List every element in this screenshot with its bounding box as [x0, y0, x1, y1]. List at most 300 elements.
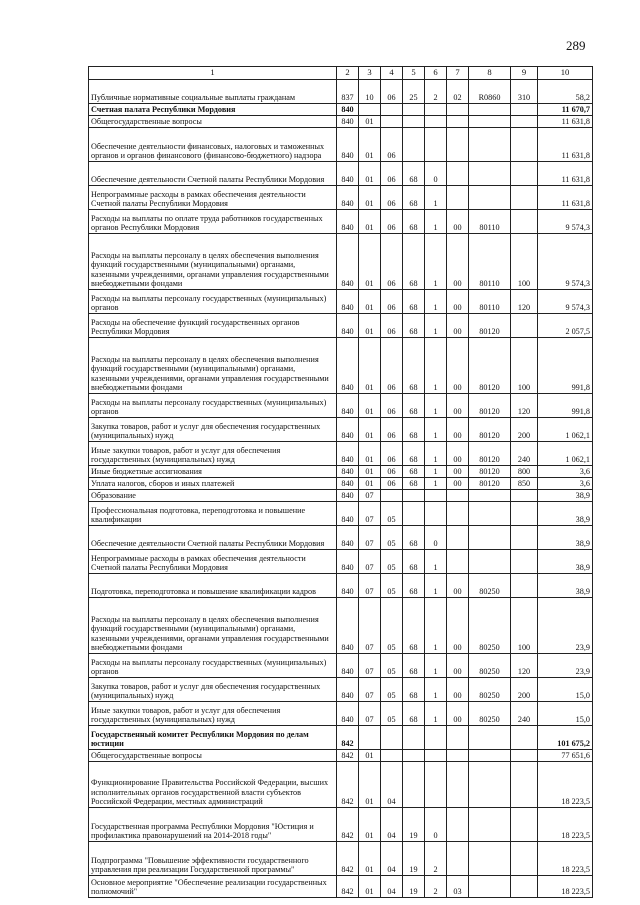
- amount-cell: 18 223,5: [538, 842, 593, 876]
- event-code-cell: [447, 128, 469, 162]
- amount-cell: 18 223,5: [538, 808, 593, 842]
- expense-type-cell: [511, 502, 538, 526]
- budget-table: [88, 66, 593, 898]
- row-name-cell: Закупка товаров, работ и услуг для обеспечения государственных (муниципальных) нужд: [89, 678, 337, 702]
- subsection-code-cell: [381, 726, 403, 750]
- chapter-code-cell: 842: [337, 876, 359, 898]
- table-row: [89, 290, 593, 314]
- row-name-cell: Счетная палата Республики Мордовия: [89, 104, 337, 116]
- section-code-cell: 01: [359, 750, 381, 762]
- table-row: [89, 418, 593, 442]
- table-row: [89, 314, 593, 338]
- direction-code-cell: 80120: [469, 478, 511, 490]
- program-code-cell: 19: [403, 876, 425, 898]
- expense-type-cell: 120: [511, 290, 538, 314]
- amount-cell: 38,9: [538, 574, 593, 598]
- subprogram-code-cell: [425, 726, 447, 750]
- chapter-code-cell: 837: [337, 80, 359, 104]
- chapter-code-cell: 840: [337, 490, 359, 502]
- table-row: [89, 654, 593, 678]
- direction-code-cell: [469, 876, 511, 898]
- header-cell: 7: [447, 67, 469, 80]
- subsection-code-cell: 05: [381, 574, 403, 598]
- subsection-code-cell: 04: [381, 808, 403, 842]
- expense-type-cell: 120: [511, 654, 538, 678]
- amount-cell: 15,0: [538, 702, 593, 726]
- section-code-cell: 01: [359, 418, 381, 442]
- expense-type-cell: [511, 490, 538, 502]
- section-code-cell: 01: [359, 314, 381, 338]
- direction-code-cell: [469, 128, 511, 162]
- subprogram-code-cell: 1: [425, 338, 447, 394]
- subprogram-code-cell: 1: [425, 314, 447, 338]
- amount-cell: 3,6: [538, 478, 593, 490]
- subsection-code-cell: 06: [381, 442, 403, 466]
- table-row: [89, 466, 593, 478]
- expense-type-cell: 850: [511, 478, 538, 490]
- expense-type-cell: [511, 808, 538, 842]
- direction-code-cell: [469, 726, 511, 750]
- chapter-code-cell: 840: [337, 104, 359, 116]
- table-row: [89, 442, 593, 466]
- event-code-cell: 00: [447, 418, 469, 442]
- chapter-code-cell: 840: [337, 598, 359, 654]
- event-code-cell: 00: [447, 210, 469, 234]
- row-name-cell: Расходы на выплаты персоналу в целях обеспечения выполнения функций государственными (муниципальными) органами, казенными учреждениями, органами управления государственными внебюджетными фондами: [89, 598, 337, 654]
- direction-code-cell: [469, 116, 511, 128]
- section-code-cell: 07: [359, 526, 381, 550]
- subprogram-code-cell: 1: [425, 702, 447, 726]
- chapter-code-cell: 842: [337, 842, 359, 876]
- program-code-cell: [403, 502, 425, 526]
- chapter-code-cell: 840: [337, 702, 359, 726]
- event-code-cell: [447, 162, 469, 186]
- header-cell: 2: [337, 67, 359, 80]
- header-cell: 10: [538, 67, 593, 80]
- chapter-code-cell: 842: [337, 762, 359, 808]
- program-code-cell: [403, 490, 425, 502]
- row-name-cell: Обеспечение деятельности Счетной палаты Республики Мордовия: [89, 526, 337, 550]
- section-code-cell: 01: [359, 808, 381, 842]
- program-code-cell: 68: [403, 418, 425, 442]
- amount-cell: 23,9: [538, 598, 593, 654]
- subsection-code-cell: 05: [381, 654, 403, 678]
- subsection-code-cell: [381, 116, 403, 128]
- table-row: [89, 128, 593, 162]
- section-code-cell: 01: [359, 210, 381, 234]
- direction-code-cell: [469, 162, 511, 186]
- section-code-cell: [359, 104, 381, 116]
- expense-type-cell: 310: [511, 80, 538, 104]
- subsection-code-cell: 04: [381, 842, 403, 876]
- chapter-code-cell: 842: [337, 726, 359, 750]
- subsection-code-cell: 05: [381, 598, 403, 654]
- subprogram-code-cell: [425, 750, 447, 762]
- expense-type-cell: [511, 550, 538, 574]
- chapter-code-cell: 840: [337, 116, 359, 128]
- direction-code-cell: [469, 750, 511, 762]
- row-name-cell: Публичные нормативные социальные выплаты гражданам: [89, 80, 337, 104]
- program-code-cell: 68: [403, 290, 425, 314]
- subsection-code-cell: 06: [381, 128, 403, 162]
- program-code-cell: 68: [403, 550, 425, 574]
- table-row: [89, 394, 593, 418]
- row-name-cell: Обеспечение деятельности Счетной палаты Республики Мордовия: [89, 162, 337, 186]
- expense-type-cell: [511, 186, 538, 210]
- section-code-cell: 10: [359, 80, 381, 104]
- table-row: [89, 490, 593, 502]
- subsection-code-cell: 06: [381, 80, 403, 104]
- expense-type-cell: [511, 116, 538, 128]
- subprogram-code-cell: 1: [425, 678, 447, 702]
- subsection-code-cell: 06: [381, 210, 403, 234]
- amount-cell: 18 223,5: [538, 876, 593, 898]
- subsection-code-cell: 06: [381, 186, 403, 210]
- section-code-cell: 01: [359, 876, 381, 898]
- chapter-code-cell: 840: [337, 574, 359, 598]
- subsection-code-cell: [381, 750, 403, 762]
- row-name-cell: Государственная программа Республики Мордовия "Юстиция и профилактика правонарушений на 2014-2018 годы": [89, 808, 337, 842]
- row-name-cell: Расходы на выплаты персоналу в целях обеспечения выполнения функций государственными (муниципальными) органами, казенными учреждениями, органами управления государственными внебюджетными фондами: [89, 234, 337, 290]
- direction-code-cell: 80110: [469, 210, 511, 234]
- program-code-cell: [403, 762, 425, 808]
- chapter-code-cell: 842: [337, 808, 359, 842]
- direction-code-cell: R0860: [469, 80, 511, 104]
- section-code-cell: 01: [359, 842, 381, 876]
- row-name-cell: Расходы на обеспечение функций государственных органов Республики Мордовия: [89, 314, 337, 338]
- subsection-code-cell: 05: [381, 702, 403, 726]
- row-name-cell: Подпрограмма "Повышение эффективности государственного управления при реализации Государственной программы": [89, 842, 337, 876]
- direction-code-cell: [469, 490, 511, 502]
- header-cell: 9: [511, 67, 538, 80]
- event-code-cell: 00: [447, 234, 469, 290]
- row-name-cell: Иные бюджетные ассигнования: [89, 466, 337, 478]
- direction-code-cell: 80250: [469, 598, 511, 654]
- subprogram-code-cell: 1: [425, 466, 447, 478]
- expense-type-cell: 200: [511, 678, 538, 702]
- subprogram-code-cell: 0: [425, 162, 447, 186]
- amount-cell: 11 631,8: [538, 116, 593, 128]
- table-row: [89, 702, 593, 726]
- section-code-cell: 01: [359, 394, 381, 418]
- chapter-code-cell: 842: [337, 750, 359, 762]
- table-body: [89, 80, 593, 898]
- program-code-cell: 68: [403, 654, 425, 678]
- page-number: 289: [566, 38, 586, 53]
- table-row: [89, 526, 593, 550]
- subsection-code-cell: 06: [381, 290, 403, 314]
- event-code-cell: [447, 116, 469, 128]
- program-code-cell: 68: [403, 162, 425, 186]
- program-code-cell: 68: [403, 314, 425, 338]
- row-name-cell: Непрограммные расходы в рамках обеспечения деятельности Счетной палаты Республики Мордовия: [89, 550, 337, 574]
- amount-cell: 1 062,1: [538, 442, 593, 466]
- chapter-code-cell: 840: [337, 314, 359, 338]
- amount-cell: 991,8: [538, 338, 593, 394]
- row-name-cell: Функционирование Правительства Российской Федерации, высших исполнительных органов государственной власти субъектов Российской Федерации, местных администраций: [89, 762, 337, 808]
- direction-code-cell: 80250: [469, 654, 511, 678]
- subprogram-code-cell: 1: [425, 186, 447, 210]
- event-code-cell: 00: [447, 574, 469, 598]
- subsection-code-cell: 05: [381, 550, 403, 574]
- program-code-cell: 68: [403, 678, 425, 702]
- row-name-cell: Непрограммные расходы в рамках обеспечения деятельности Счетной палаты Республики Мордовия: [89, 186, 337, 210]
- amount-cell: 3,6: [538, 466, 593, 478]
- expense-type-cell: [511, 750, 538, 762]
- row-name-cell: Профессиональная подготовка, переподготовка и повышение квалификации: [89, 502, 337, 526]
- direction-code-cell: 80120: [469, 418, 511, 442]
- program-code-cell: 25: [403, 80, 425, 104]
- direction-code-cell: [469, 104, 511, 116]
- subprogram-code-cell: 1: [425, 598, 447, 654]
- event-code-cell: 00: [447, 478, 469, 490]
- event-code-cell: [447, 502, 469, 526]
- subprogram-code-cell: 1: [425, 574, 447, 598]
- amount-cell: 1 062,1: [538, 418, 593, 442]
- expense-type-cell: [511, 876, 538, 898]
- event-code-cell: 00: [447, 394, 469, 418]
- table-row: [89, 678, 593, 702]
- subprogram-code-cell: 2: [425, 876, 447, 898]
- expense-type-cell: [511, 726, 538, 750]
- header-cell: 1: [89, 67, 337, 80]
- section-code-cell: 07: [359, 678, 381, 702]
- expense-type-cell: [511, 314, 538, 338]
- subprogram-code-cell: 2: [425, 80, 447, 104]
- chapter-code-cell: 840: [337, 128, 359, 162]
- subprogram-code-cell: [425, 104, 447, 116]
- event-code-cell: 00: [447, 442, 469, 466]
- event-code-cell: [447, 762, 469, 808]
- program-code-cell: 68: [403, 598, 425, 654]
- event-code-cell: 00: [447, 598, 469, 654]
- amount-cell: 77 651,6: [538, 750, 593, 762]
- amount-cell: 58,2: [538, 80, 593, 104]
- subsection-code-cell: 06: [381, 466, 403, 478]
- program-code-cell: 68: [403, 466, 425, 478]
- subsection-code-cell: 05: [381, 678, 403, 702]
- chapter-code-cell: 840: [337, 418, 359, 442]
- subsection-code-cell: 04: [381, 762, 403, 808]
- amount-cell: 2 057,5: [538, 314, 593, 338]
- subprogram-code-cell: 0: [425, 808, 447, 842]
- chapter-code-cell: 840: [337, 526, 359, 550]
- direction-code-cell: 80120: [469, 466, 511, 478]
- section-code-cell: 07: [359, 702, 381, 726]
- event-code-cell: [447, 526, 469, 550]
- table-row: [89, 104, 593, 116]
- subprogram-code-cell: 1: [425, 290, 447, 314]
- event-code-cell: 00: [447, 654, 469, 678]
- expense-type-cell: [511, 574, 538, 598]
- direction-code-cell: [469, 526, 511, 550]
- direction-code-cell: [469, 550, 511, 574]
- amount-cell: 991,8: [538, 394, 593, 418]
- event-code-cell: [447, 104, 469, 116]
- section-code-cell: 01: [359, 478, 381, 490]
- event-code-cell: 00: [447, 338, 469, 394]
- table-row: [89, 162, 593, 186]
- section-code-cell: 01: [359, 162, 381, 186]
- table-row: [89, 808, 593, 842]
- row-name-cell: Государственный комитет Республики Мордовия по делам юстиции: [89, 726, 337, 750]
- program-code-cell: 68: [403, 234, 425, 290]
- program-code-cell: 19: [403, 808, 425, 842]
- header-cell: 4: [381, 67, 403, 80]
- subprogram-code-cell: 1: [425, 478, 447, 490]
- program-code-cell: 68: [403, 702, 425, 726]
- chapter-code-cell: 840: [337, 654, 359, 678]
- section-code-cell: 01: [359, 290, 381, 314]
- amount-cell: 38,9: [538, 502, 593, 526]
- subsection-code-cell: 04: [381, 876, 403, 898]
- row-name-cell: Иные закупки товаров, работ и услуг для обеспечения государственных (муниципальных) нужд: [89, 442, 337, 466]
- chapter-code-cell: 840: [337, 162, 359, 186]
- chapter-code-cell: 840: [337, 394, 359, 418]
- section-code-cell: 07: [359, 654, 381, 678]
- event-code-cell: [447, 750, 469, 762]
- subsection-code-cell: 06: [381, 162, 403, 186]
- section-code-cell: 07: [359, 550, 381, 574]
- program-code-cell: 68: [403, 338, 425, 394]
- expense-type-cell: 240: [511, 702, 538, 726]
- direction-code-cell: 80110: [469, 234, 511, 290]
- program-code-cell: 68: [403, 394, 425, 418]
- row-name-cell: Подготовка, переподготовка и повышение квалификации кадров: [89, 574, 337, 598]
- amount-cell: 38,9: [538, 550, 593, 574]
- expense-type-cell: [511, 762, 538, 808]
- program-code-cell: [403, 128, 425, 162]
- row-name-cell: Расходы на выплаты персоналу государственных (муниципальных) органов: [89, 290, 337, 314]
- program-code-cell: 68: [403, 210, 425, 234]
- row-name-cell: Основное мероприятие "Обеспечение реализации государственных полномочий": [89, 876, 337, 898]
- table-row: [89, 80, 593, 104]
- program-code-cell: [403, 116, 425, 128]
- direction-code-cell: 80120: [469, 394, 511, 418]
- program-code-cell: 68: [403, 478, 425, 490]
- subsection-code-cell: 06: [381, 394, 403, 418]
- subsection-code-cell: 05: [381, 526, 403, 550]
- amount-cell: 38,9: [538, 526, 593, 550]
- row-name-cell: Иные закупки товаров, работ и услуг для обеспечения государственных (муниципальных) нужд: [89, 702, 337, 726]
- expense-type-cell: [511, 104, 538, 116]
- row-name-cell: Образование: [89, 490, 337, 502]
- section-code-cell: [359, 726, 381, 750]
- expense-type-cell: [511, 526, 538, 550]
- amount-cell: 15,0: [538, 678, 593, 702]
- program-code-cell: [403, 726, 425, 750]
- subprogram-code-cell: 1: [425, 394, 447, 418]
- subprogram-code-cell: [425, 128, 447, 162]
- row-name-cell: Расходы на выплаты персоналу в целях обеспечения выполнения функций государственными (муниципальными) органами, казенными учреждениями, органами управления государственными внебюджетными фондами: [89, 338, 337, 394]
- direction-code-cell: 80250: [469, 702, 511, 726]
- expense-type-cell: 120: [511, 394, 538, 418]
- chapter-code-cell: 840: [337, 466, 359, 478]
- section-code-cell: 01: [359, 442, 381, 466]
- header-cell: 6: [425, 67, 447, 80]
- table-row: [89, 502, 593, 526]
- table-row: [89, 842, 593, 876]
- subprogram-code-cell: [425, 490, 447, 502]
- direction-code-cell: 80120: [469, 314, 511, 338]
- event-code-cell: 00: [447, 290, 469, 314]
- subprogram-code-cell: 1: [425, 418, 447, 442]
- section-code-cell: 07: [359, 574, 381, 598]
- chapter-code-cell: 840: [337, 234, 359, 290]
- expense-type-cell: [511, 842, 538, 876]
- table-row: [89, 750, 593, 762]
- event-code-cell: [447, 186, 469, 210]
- expense-type-cell: 100: [511, 598, 538, 654]
- row-name-cell: Расходы на выплаты по оплате труда работников государственных органов Республики Мордовия: [89, 210, 337, 234]
- table-row: [89, 762, 593, 808]
- header-cell: 8: [469, 67, 511, 80]
- expense-type-cell: [511, 210, 538, 234]
- amount-cell: 11 631,8: [538, 128, 593, 162]
- section-code-cell: 01: [359, 338, 381, 394]
- program-code-cell: [403, 750, 425, 762]
- subsection-code-cell: 06: [381, 418, 403, 442]
- direction-code-cell: 80120: [469, 338, 511, 394]
- table-row: [89, 876, 593, 898]
- section-code-cell: 01: [359, 466, 381, 478]
- event-code-cell: [447, 490, 469, 502]
- chapter-code-cell: 840: [337, 290, 359, 314]
- amount-cell: 11 631,8: [538, 186, 593, 210]
- table-row: [89, 478, 593, 490]
- subprogram-code-cell: [425, 762, 447, 808]
- row-name-cell: Общегосударственные вопросы: [89, 116, 337, 128]
- direction-code-cell: [469, 808, 511, 842]
- row-name-cell: Обеспечение деятельности финансовых, налоговых и таможенных органов и органов финансового (финансово-бюджетного) надзора: [89, 128, 337, 162]
- event-code-cell: 00: [447, 466, 469, 478]
- expense-type-cell: [511, 128, 538, 162]
- direction-code-cell: [469, 502, 511, 526]
- program-code-cell: 68: [403, 186, 425, 210]
- event-code-cell: [447, 550, 469, 574]
- expense-type-cell: 240: [511, 442, 538, 466]
- program-code-cell: [403, 104, 425, 116]
- chapter-code-cell: 840: [337, 186, 359, 210]
- expense-type-cell: [511, 162, 538, 186]
- row-name-cell: Закупка товаров, работ и услуг для обеспечения государственных (муниципальных) нужд: [89, 418, 337, 442]
- subprogram-code-cell: 1: [425, 234, 447, 290]
- section-code-cell: 01: [359, 762, 381, 808]
- chapter-code-cell: 840: [337, 502, 359, 526]
- program-code-cell: 19: [403, 842, 425, 876]
- subprogram-code-cell: [425, 502, 447, 526]
- header-cell: 3: [359, 67, 381, 80]
- subsection-code-cell: 06: [381, 338, 403, 394]
- chapter-code-cell: 840: [337, 210, 359, 234]
- chapter-code-cell: 840: [337, 550, 359, 574]
- section-code-cell: 01: [359, 116, 381, 128]
- direction-code-cell: [469, 762, 511, 808]
- event-code-cell: 02: [447, 80, 469, 104]
- subsection-code-cell: [381, 490, 403, 502]
- direction-code-cell: [469, 842, 511, 876]
- amount-cell: 38,9: [538, 490, 593, 502]
- row-name-cell: Расходы на выплаты персоналу государственных (муниципальных) органов: [89, 654, 337, 678]
- amount-cell: 101 675,2: [538, 726, 593, 750]
- table-row: [89, 234, 593, 290]
- row-name-cell: Уплата налогов, сборов и иных платежей: [89, 478, 337, 490]
- amount-cell: 9 574,3: [538, 290, 593, 314]
- section-code-cell: 01: [359, 186, 381, 210]
- chapter-code-cell: 840: [337, 678, 359, 702]
- subsection-code-cell: 06: [381, 314, 403, 338]
- amount-cell: 9 574,3: [538, 210, 593, 234]
